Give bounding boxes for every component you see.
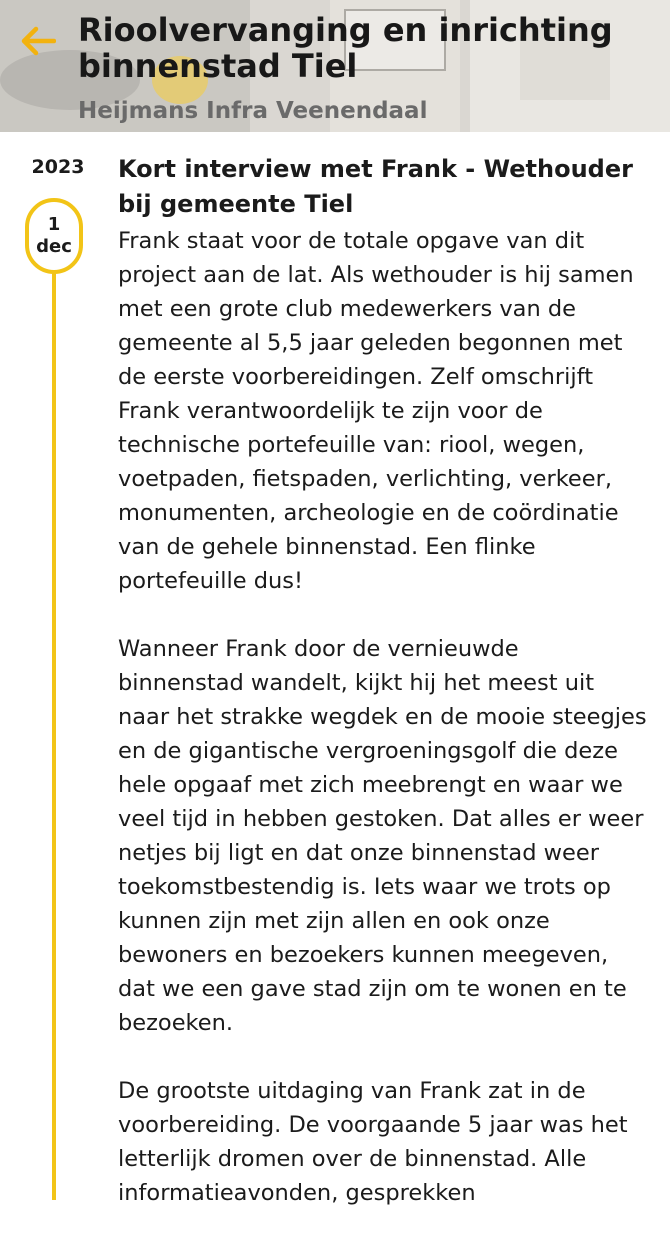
timeline-line: [52, 273, 56, 1200]
page-title: Rioolvervanging en inrichting binnenstad Tiel: [78, 11, 613, 85]
article-title: Kort interview met Frank - Wethouder bij gemeente Tiel: [118, 155, 633, 218]
article: [118, 152, 650, 1244]
article-paragraph: Frank staat voor de totale opgave van dit project aan de lat. Als wethouder is hij samen met een grote club medewerkers van de gemeente al 5,5 jaar geleden begonnen met de eerste voorbereidingen. Zelf omschrijft Frank verantwoordelijk te zijn voor de technische portefeuille van: riool, wegen, voetpaden, fietspaden, verlichting, verkeer, monumenten, archeologie en de coördinatie van de gehele binnenstad. Een flinke portefeuille dus!: [118, 228, 634, 594]
arrow-left-icon: [20, 26, 56, 56]
article-paragraph: De grootste uitdaging van Frank zat in de voorbereiding. De voorgaande 5 jaar was het letterlijk dromen over de binnenstad. Alle informatieavonden, gesprekken: [118, 1078, 628, 1206]
timeline-month: dec: [36, 236, 72, 257]
timeline-date-badge: [25, 198, 83, 274]
back-button[interactable]: [14, 18, 62, 64]
page-subtitle: Heijmans Infra Veenendaal: [78, 98, 428, 124]
timeline-day: 1: [47, 214, 61, 235]
article-body: [118, 224, 650, 1210]
header: [0, 0, 670, 132]
timeline-year: 2023: [31, 156, 85, 178]
article-paragraph: Wanneer Frank door de vernieuwde binnenstad wandelt, kijkt hij het meest uit naar het strakke wegdek en de mooie steegjes en de gigantische vergroeningsgolf die deze hele opgaaf met zich meebrengt en waar we veel tijd in hebben gestoken. Dat alles er weer netjes bij ligt en dat onze binnenstad weer toekomstbestendig is. Iets waar we trots op kunnen zijn met zijn allen en ook onze bewoners en bezoekers kunnen meegeven, dat we een gave stad zijn om te wonen en te bezoeken.: [118, 636, 647, 1036]
